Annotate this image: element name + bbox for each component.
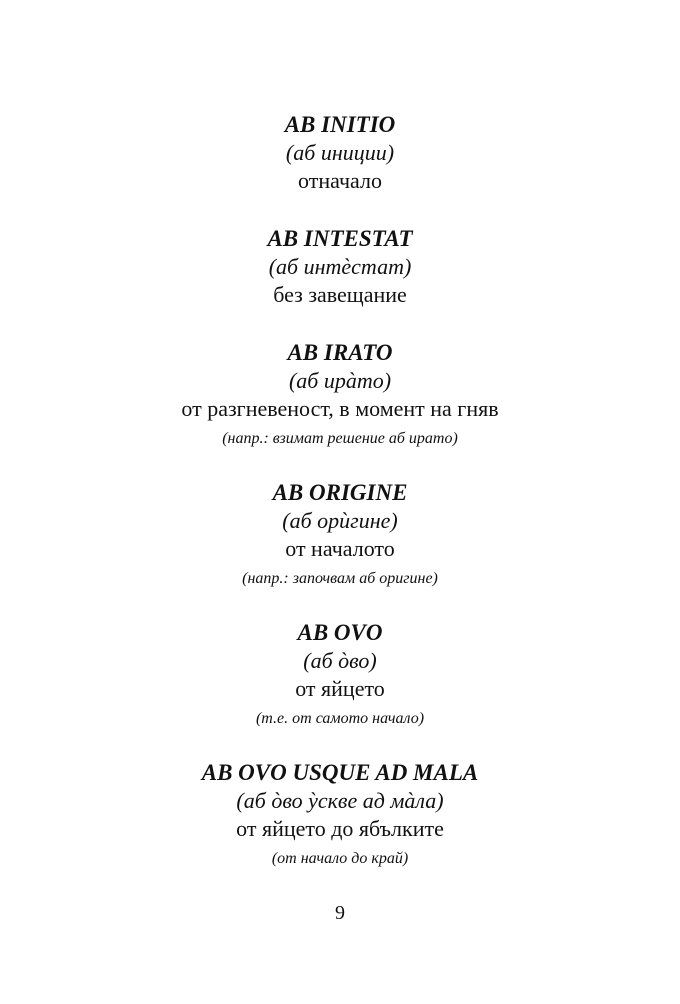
entry-meaning: от яйцето [295,676,385,701]
dictionary-entry [0,759,680,873]
entry-pronunciation: (аб орѝгине) [282,508,398,533]
entry-meaning: от разгневеност, в момент на гняв [181,396,499,421]
entry-term: AB ORIGINE [272,480,408,505]
entry-pronunciation: (аб интèстат) [268,254,412,279]
dictionary-entry [0,479,680,593]
entry-example: (напр.: започвам аб оригине) [242,570,438,587]
entry-pronunciation: (аб ирàто) [288,368,392,393]
entry-term: AB INTESTAT [267,226,413,251]
entry-meaning: от началото [285,536,395,561]
entry-example: (напр.: взимат решение аб ирато) [222,430,458,447]
entry-example: (от начало до край) [271,850,409,867]
page-number: 9 [335,902,345,924]
dictionary-entry [0,225,680,309]
entry-example: (т.е. от самото начало) [255,710,425,727]
entry-meaning: без завещание [273,282,407,307]
entry-meaning: отначало [298,168,382,193]
entry-term: AB IRATO [287,340,393,365]
entry-term: AB OVO [297,620,383,645]
entry-pronunciation: (аб òво ỳскве ад мàла) [236,788,444,813]
entry-pronunciation: (аб иниции) [285,140,395,165]
dictionary-entry [0,619,680,733]
entry-term: AB INITIO [284,112,396,137]
entry-meaning: от яйцето до ябълките [236,816,444,841]
entry-pronunciation: (аб òво) [303,648,377,673]
dictionary-entry [0,339,680,453]
dictionary-entry [0,111,680,195]
entry-term: AB OVO USQUE AD MALA [201,760,479,785]
